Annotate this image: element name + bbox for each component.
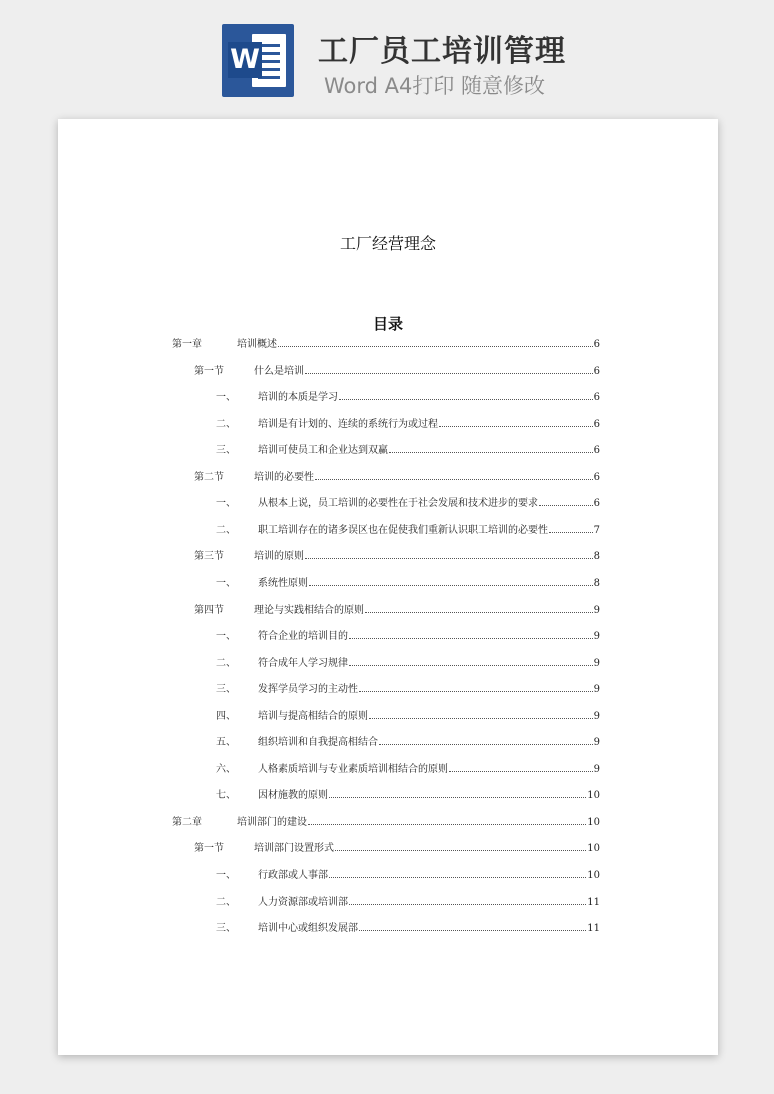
toc-entry[interactable] [172,334,600,350]
toc-entry-page: 9 [593,710,600,722]
toc-entry-number: 一、 [216,870,236,881]
toc-dot-leader [305,557,593,559]
toc-entry[interactable] [216,653,600,669]
toc-entry-number: 二、 [216,524,236,536]
toc-entry-number: 第三节 [194,551,224,563]
toc-entry-number: 第四节 [194,604,224,616]
toc-dot-leader [339,398,593,400]
toc-entry-page: 7 [593,524,600,536]
banner-title: 工厂员工培训管理 [318,34,566,69]
toc-dot-leader [379,743,593,745]
toc-dot-leader [359,690,593,692]
toc-heading: 目录 [372,315,403,333]
toc-entry[interactable] [216,414,600,430]
toc-entry-page: 6 [593,445,600,457]
toc-entry-number: 三、 [216,923,236,935]
toc-entry-page: 6 [593,418,600,430]
toc-entry-title: 培训的必要性 [254,471,314,483]
toc-entry-page: 8 [593,577,600,589]
toc-entry-title: 培训是有计划的、连续的系统行为或过程 [258,418,438,430]
toc-entry-page: 10 [587,790,600,802]
toc-entry-page: 9 [593,763,600,775]
toc-entry-number: 第一节 [194,365,224,377]
toc-entry-title: 培训与提高相结合的原则 [258,710,368,722]
toc-dot-leader [305,372,593,374]
toc-entry-title: 培训部门设置形式 [254,843,334,855]
toc-entry[interactable] [194,361,600,377]
toc-entry-title: 理论与实践相结合的原则 [254,604,364,616]
toc-entry-page: 6 [593,471,600,483]
toc-entry-page: 10 [587,816,600,828]
toc-entry-page: 9 [593,684,600,696]
toc-entry-page: 6 [593,392,600,404]
toc-entry-title: 职工培训存在的诸多误区也在促使我们重新认识职工培训的必要性 [258,524,548,536]
document-title: 工厂经营理念 [339,234,436,253]
toc-entry-page: 10 [587,843,600,855]
toc-dot-leader [308,823,586,825]
toc-entry-title: 符合企业的培训目的 [258,631,348,643]
toc-entry-title: 组织培训和自我提高相结合 [258,737,378,749]
toc-entry[interactable] [216,573,600,589]
toc-entry-title: 培训概述 [237,339,277,350]
toc-entry-title: 从根本上说，员工培训的必要性在于社会发展和技术进步的要求 [258,498,538,510]
toc-dot-leader [549,531,593,533]
toc-dot-leader [349,637,593,639]
toc-dot-leader [365,611,593,613]
toc-dot-leader [359,929,586,931]
toc-entry-page: 9 [593,657,600,669]
toc-dot-leader [329,876,586,878]
document-page [58,119,718,1055]
toc-entry-number: 六、 [216,763,236,775]
toc-entry[interactable] [216,865,600,881]
toc-entry-title: 培训的本质是学习 [258,392,338,404]
toc-entry-page: 6 [593,339,600,350]
toc-entry-number: 三、 [216,684,236,696]
toc-entry[interactable] [216,493,600,509]
toc-dot-leader [349,664,593,666]
toc-dot-leader [278,345,593,347]
toc-entry-page: 11 [587,896,600,908]
toc-entry-number: 五、 [216,737,236,749]
toc-entry-page: 9 [593,631,600,643]
toc-entry[interactable] [194,838,600,854]
header-banner [0,0,774,110]
toc-entry[interactable] [216,706,600,722]
toc-entry-title: 人力资源部或培训部 [258,896,348,908]
toc-entry[interactable] [194,600,600,616]
toc-entry[interactable] [216,918,600,934]
toc-entry-number: 第二节 [194,471,224,483]
toc-entry[interactable] [216,785,600,801]
toc-entry-page: 11 [587,923,600,935]
toc-entry[interactable] [194,467,600,483]
toc-entry[interactable] [216,892,600,908]
toc-entry-title: 符合成年人学习规律 [258,657,348,669]
toc-entry-number: 一、 [216,577,236,589]
toc-entry-page: 9 [593,737,600,749]
toc-entry-title: 人格素质培训与专业素质培训相结合的原则 [258,763,448,775]
toc-entry-title: 发挥学员学习的主动性 [258,684,358,696]
toc-entry-page: 6 [593,365,600,377]
toc-dot-leader [309,584,593,586]
toc-dot-leader [449,770,593,772]
toc-entry-title: 培训的原则 [254,551,304,563]
toc-dot-leader [389,451,593,453]
toc-entry-page: 10 [587,870,600,881]
toc-entry[interactable] [216,759,600,775]
toc-entry-title: 系统性原则 [258,577,308,589]
toc-entry-number: 七、 [216,790,236,802]
toc-entry-title: 行政部或人事部 [258,870,328,881]
toc-entry-title: 培训可使员工和企业达到双赢 [258,445,388,457]
toc-dot-leader [439,425,593,427]
toc-entry-number: 第二章 [172,816,202,828]
toc-dot-leader [329,796,586,798]
toc-dot-leader [349,903,586,905]
toc-entry-number: 四、 [216,710,236,722]
toc-entry-number: 二、 [216,657,236,669]
toc-entry-number: 一、 [216,631,236,643]
toc-entry[interactable] [216,520,600,536]
toc-entry[interactable] [216,387,600,403]
toc-dot-leader [315,478,593,480]
toc-entry-page: 6 [593,498,600,510]
toc-entry-number: 二、 [216,896,236,908]
toc-entry-number: 一、 [216,498,236,510]
toc-entry[interactable] [194,546,600,562]
toc-entry-page: 9 [593,604,600,616]
toc-entry-title: 什么是培训 [254,365,304,377]
toc-entry-title: 培训中心或组织发展部 [258,923,358,935]
word-icon [222,24,294,97]
toc-dot-leader [369,717,593,719]
toc-dot-leader [539,504,593,506]
toc-dot-leader [335,849,586,851]
toc-entry[interactable] [216,679,600,695]
toc-entry-number: 二、 [216,418,236,430]
toc-entry-number: 第一章 [172,339,202,350]
banner-subtitle: Word A4打印 随意修改 [324,74,546,98]
toc-entry[interactable] [172,812,600,828]
toc-entry-number: 第一节 [194,843,224,855]
word-icon-letter: W [228,42,262,78]
toc-entry[interactable] [216,440,600,456]
toc-entry[interactable] [216,626,600,642]
toc-entry[interactable] [216,732,600,748]
toc-entry-page: 8 [593,551,600,563]
toc-entry-title: 培训部门的建设 [237,816,307,828]
toc-entry-number: 三、 [216,445,236,457]
toc-entry-number: 一、 [216,392,236,404]
toc-entry-title: 因材施教的原则 [258,790,328,802]
